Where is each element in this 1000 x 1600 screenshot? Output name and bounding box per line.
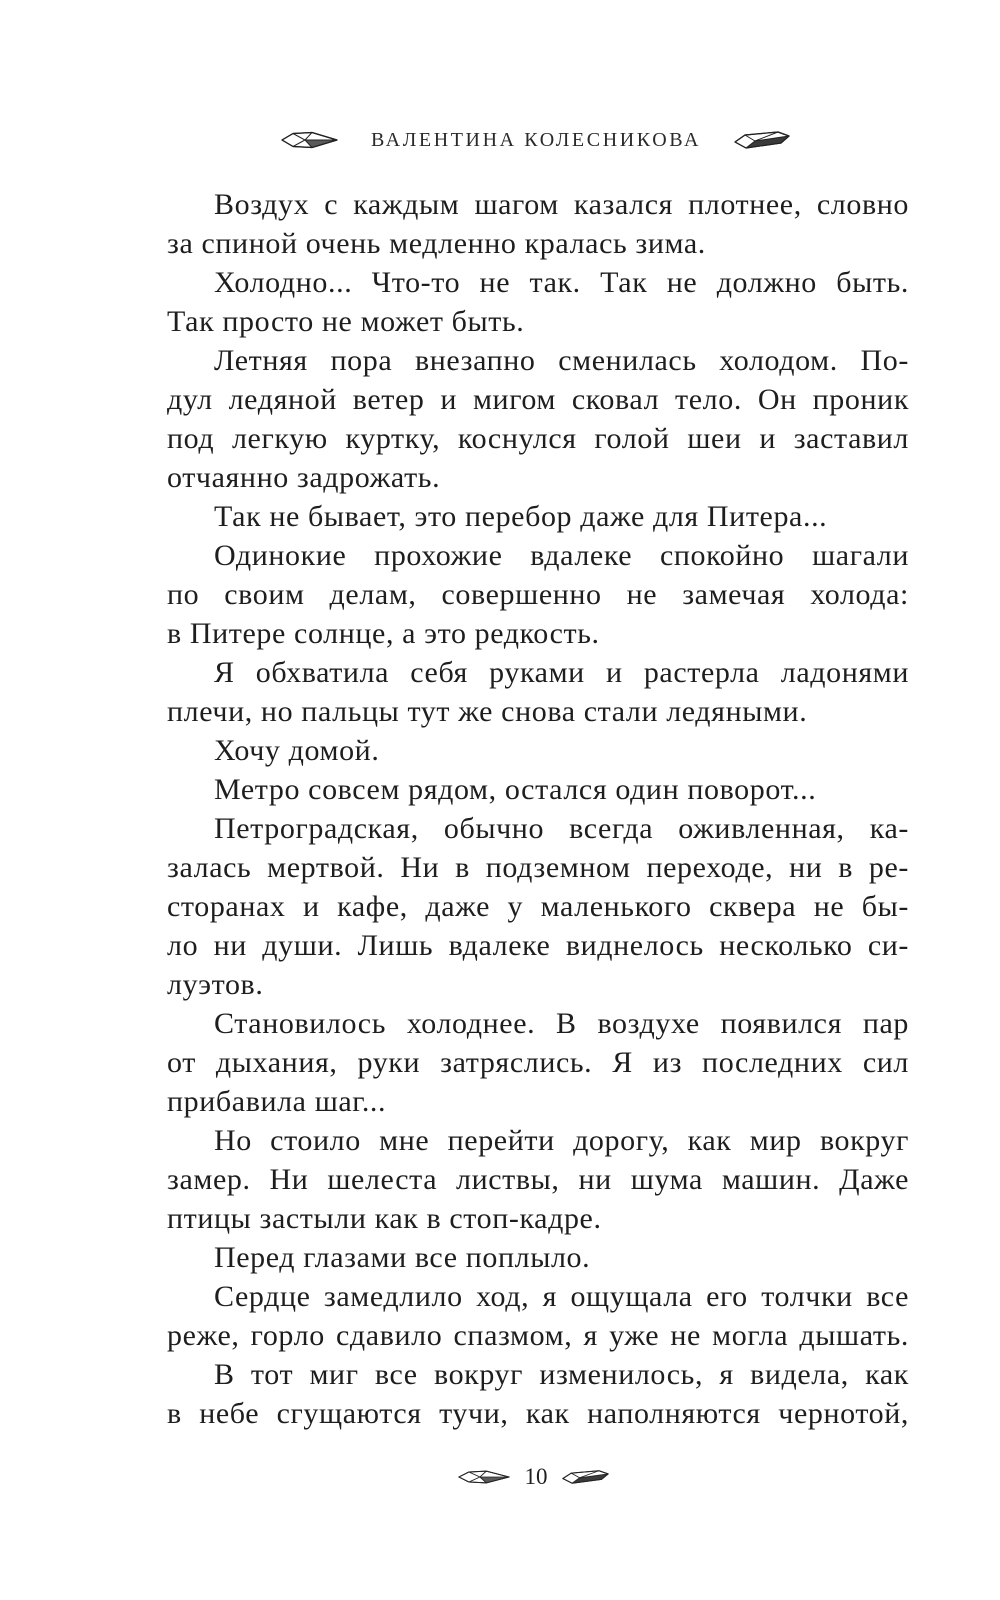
crystal-ornament-left-icon: [458, 1470, 510, 1484]
paragraph: [167, 1121, 909, 1238]
crystal-ornament-left-icon: [281, 131, 338, 149]
text-line: Воздух с каждым шагом казался плотнее, словно: [214, 188, 909, 221]
author-name: ВАЛЕНТИНА КОЛЕСНИКОВА: [370, 129, 701, 151]
paragraph: [167, 536, 909, 653]
paragraph: [167, 1277, 909, 1355]
running-header: [281, 129, 790, 151]
text-line: Летняя пора внезапно сменилась холодом. По-: [214, 344, 909, 377]
page-footer: [458, 1465, 609, 1489]
crystal-ornament-right-icon: [562, 1470, 609, 1484]
paragraph: [167, 1004, 909, 1121]
paragraph: [167, 263, 909, 341]
text-line: Хочу домой.: [214, 734, 380, 767]
text-line: В тот миг все вокруг изменилось, я видела, как: [214, 1358, 909, 1391]
text-line: отчаянно задрожать.: [167, 461, 441, 494]
text-line: в небе сгущаются тучи, как наполняются чернотой,: [167, 1397, 909, 1430]
text-line: сторанах и кафе, даже у маленького сквера не бы-: [167, 890, 909, 923]
crystal-ornament-right-icon: [734, 131, 790, 149]
text-line: ло ни души. Лишь вдалеке виднелось несколько си-: [167, 929, 909, 962]
paragraph: [167, 1238, 909, 1277]
text-line: Холодно... Что-то не так. Так не должно быть.: [214, 266, 909, 299]
text-line: Петроградская, обычно всегда оживленная, ка-: [214, 812, 909, 845]
text-line: Перед глазами все поплыло.: [214, 1241, 591, 1274]
paragraph: [167, 185, 909, 263]
text-line: Сердце замедлило ход, я ощущала его толчки все: [214, 1280, 909, 1313]
text-line: дул ледяной ветер и мигом сковал тело. Он проник: [167, 383, 909, 416]
paragraph: [167, 809, 909, 1004]
text-line: залась мертвой. Ни в подземном переходе, ни в ре-: [167, 851, 909, 884]
text-line: от дыхания, руки затряслись. Я из последних сил: [167, 1046, 909, 1079]
paragraph: [167, 731, 909, 770]
text-line: Так не бывает, это перебор даже для Питера...: [214, 500, 828, 533]
paragraph: [167, 341, 909, 497]
text-line: Так просто не может быть.: [167, 305, 525, 338]
paragraph: [167, 653, 909, 731]
text-line: по своим делам, совершенно не замечая холода:: [167, 578, 909, 611]
text-line: плечи, но пальцы тут же снова стали ледяными.: [167, 695, 808, 728]
text-line: Метро совсем рядом, остался один поворот...: [214, 773, 817, 806]
paragraph: [167, 497, 909, 536]
paragraph: [167, 1355, 909, 1433]
text-line: Становилось холоднее. В воздухе появился пар: [214, 1007, 909, 1040]
text-line: Одинокие прохожие вдалеке спокойно шагали: [214, 539, 909, 572]
text-line: за спиной очень медленно кралась зима.: [167, 227, 706, 260]
text-line: птицы застыли как в стоп-кадре.: [167, 1202, 602, 1235]
text-line: замер. Ни шелеста листвы, ни шума машин. Даже: [167, 1163, 909, 1196]
paragraph: [167, 770, 909, 809]
text-line: луэтов.: [167, 968, 264, 1001]
text-line: в Питере солнце, а это редкость.: [167, 617, 600, 650]
text-line: реже, горло сдавило спазмом, я уже не могла дышать.: [167, 1319, 909, 1352]
page-number: 10: [524, 1464, 548, 1489]
text-line: под легкую куртку, коснулся голой шеи и заставил: [167, 422, 909, 455]
body-text: [167, 185, 909, 1433]
text-line: Я обхватила себя руками и растерла ладонями: [214, 656, 909, 689]
text-line: Но стоило мне перейти дорогу, как мир вокруг: [214, 1124, 909, 1157]
text-line: прибавила шаг...: [167, 1085, 387, 1118]
